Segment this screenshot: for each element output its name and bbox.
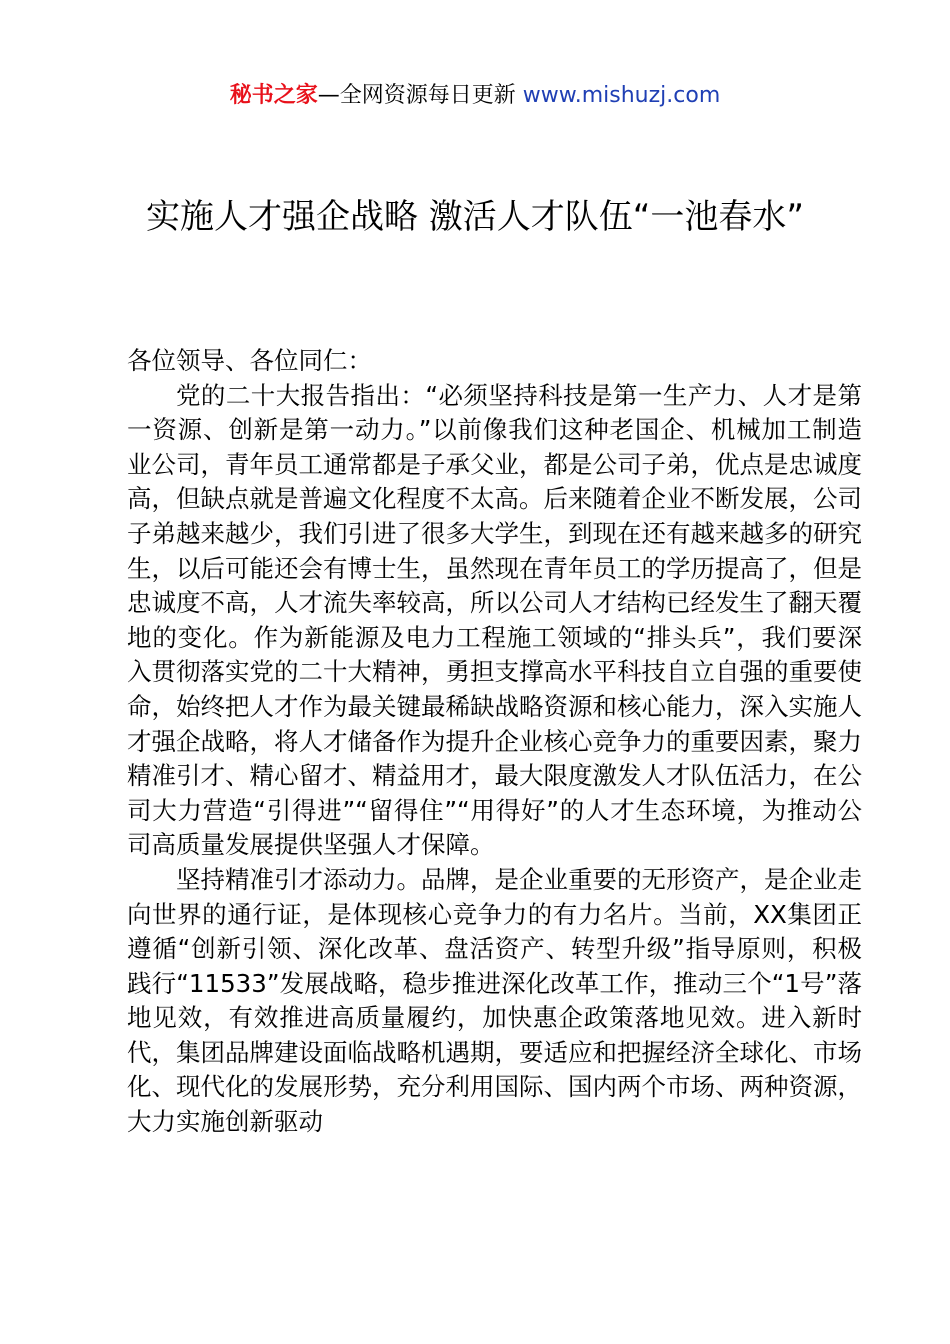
salutation: 各位领导、各位同仁： (127, 346, 372, 375)
page-header (0, 80, 950, 112)
header-tagline: —全网资源每日更新 (317, 83, 523, 108)
document-title: 实施人才强企战略 激活人才队伍“一池春水” (145, 197, 805, 237)
paragraph-1: 党的二十大报告指出：“必须坚持科技是第一生产力、人才是第一资源、创新是第一动力。”以前像我们这种老国企、机械加工制造业公司，青年员工通常都是子承父业，都是公司子弟，优点是忠诚度高，但缺点就是普遍文化程度不太高。后来随着企业不断发展，公司子弟越来越少，我们引进了很多大学生，到现在还有越来越多的研究生，以后可能还会有博士生，虽然现在青年员工的学历提高了，但是忠诚度不高，人才流失率较高，所以公司人才结构已经发生了翻天覆地的变化。作为新能源及电力工程施工领域的“排头兵”，我们要深入贯彻落实党的二十大精神，勇担支撑高水平科技自立自强的重要使命，始终把人才作为最关键最稀缺战略资源和核心能力，深入实施人才强企战略，将人才储备作为提升企业核心竞争力的重要因素，聚力精准引才、精心留才、精益用才，最大限度激发人才队伍活力，在公司大力营造“引得进”“留得住”“用得好”的人才生态环境，为推动公司高质量发展提供坚强人才保障。 (127, 380, 862, 860)
document-body (127, 344, 862, 1140)
paragraph-2: 坚持精准引才添动力。品牌，是企业重要的无形资产，是企业走向世界的通行证，是体现核心竞争力的有力名片。当前，XX集团正遵循“创新引领、深化改革、盘活资产、转型升级”指导原则，积极践行“11533”发展战略，稳步推进深化改革工作，推动三个“1号”落地见效，有效推进高质量履约，加快惠企政策落地见效。进入新时代，集团品牌建设面临战略机遇期，要适应和把握经济全球化、市场化、现代化的发展形势，充分利用国际、国内两个市场、两种资源，大力实施创新驱动 (127, 864, 862, 1137)
header-brand: 秘书之家 (229, 83, 318, 108)
header-url-link[interactable]: www.mishuzj.com (522, 83, 721, 108)
